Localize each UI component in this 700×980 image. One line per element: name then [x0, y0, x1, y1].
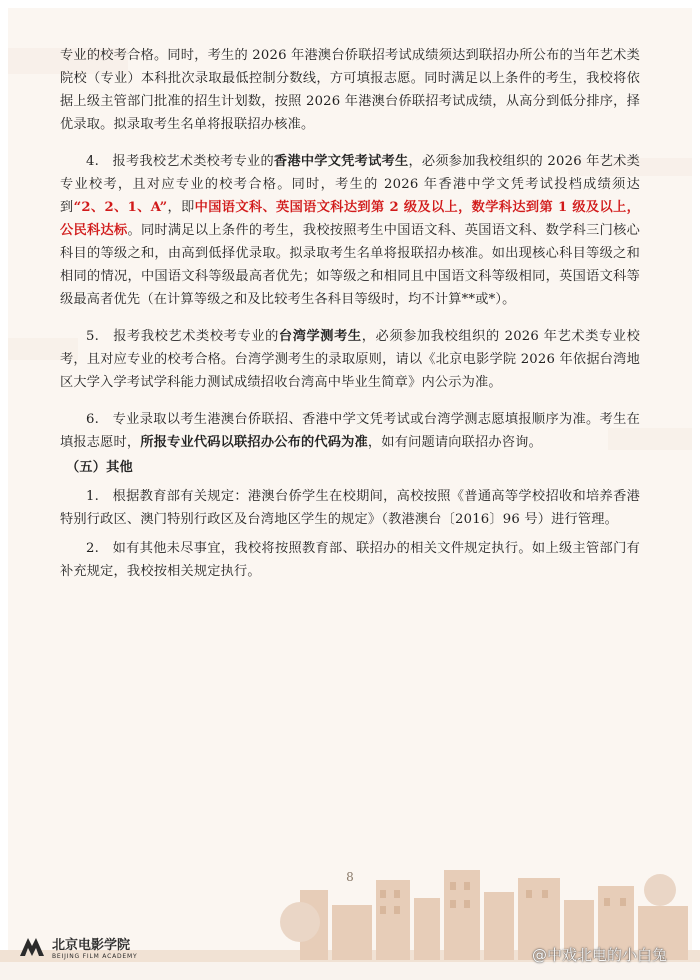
paragraph-admission-hk-macao-taiwan: 专业的校考合格。同时，考生的 2026 年港澳台侨联招考试成绩须达到联招办所公布的当年艺术类院校（专业）本科批次录取最低控制分数线，方可填报志愿。同时满足以上条件的考生，我校将依据上级主管部门批准的招生计划数，按照 2026 年港澳台侨联招考试成绩，从高分到低分排序，择优录取。拟录取考生名单将报联招办核准。: [60, 48, 640, 132]
page-number: 8: [346, 870, 354, 884]
social-watermark: @中戏北电的小白兔: [532, 946, 668, 964]
document-body: [60, 44, 640, 583]
paragraph-management-rules: 1. 根据教育部有关规定：港澳台侨学生在校期间，高校按照《普通高等学校招收和培养香港特别行政区、澳门特别行政区及台湾地区学生的规定》（教港澳台〔2016〕96 号）进行管理。: [60, 489, 640, 527]
paragraph-taiwan-candidates: 5. 报考我校艺术类校考专业的台湾学测考生，必须参加我校组织的 2026 年艺术类专业校考，且对应专业的校考合格。台湾学测考生的录取原则，请以《北京电影学院 2026 年依据台湾地区大学入学考试学科能力测试成绩招收台湾高中毕业生简章》内公示为准。: [60, 329, 640, 390]
logo-name-en: BEIJING FILM ACADEMY: [52, 953, 138, 960]
section-heading-other: （五）其他: [66, 460, 133, 475]
film-academy-emblem-icon: [18, 936, 46, 958]
school-logo: [18, 934, 137, 960]
logo-name-cn: 北京电影学院: [52, 938, 131, 953]
paragraph-application-order: 6. 专业录取以考生港澳台侨联招、香港中学文凭考试或台湾学测志愿填报顺序为准。考生在填报志愿时，所报专业代码以联招办公布的代码为准，如有问题请向联招办咨询。: [60, 412, 640, 450]
paragraph-hkdse-candidates: 4. 报考我校艺术类校考专业的香港中学文凭考试考生，必须参加我校组织的 2026 年艺术类专业校考，且对应专业的校考合格。同时，考生的 2026 年香港中学文凭考试投档成绩须达到“2、2、1、A”，即中国语文科、英国语文科达到第 2 级及以上，数学科达到第 1 级及以上，公民科达标。同时满足以上条件的考生，我校按照考生中国语文科、英国语文科、数学科三门核心科目的等级之和，由高到低择优录取。拟录取考生名单将报联招办核准。如出现核心科目等级之和相同的情况，中国语文科等级最高者优先；如等级之和相同且中国语文科等级相同，英国语文科等级最高者优先（在计算等级之和及比较考生各科目等级时，均不计算**或*）。: [60, 154, 641, 307]
paragraph-supplementary-rules: 2. 如有其他未尽事宜，我校将按照教育部、联招办的相关文件规定执行。如上级主管部门有补充规定，我校按相关规定执行。: [60, 541, 640, 579]
